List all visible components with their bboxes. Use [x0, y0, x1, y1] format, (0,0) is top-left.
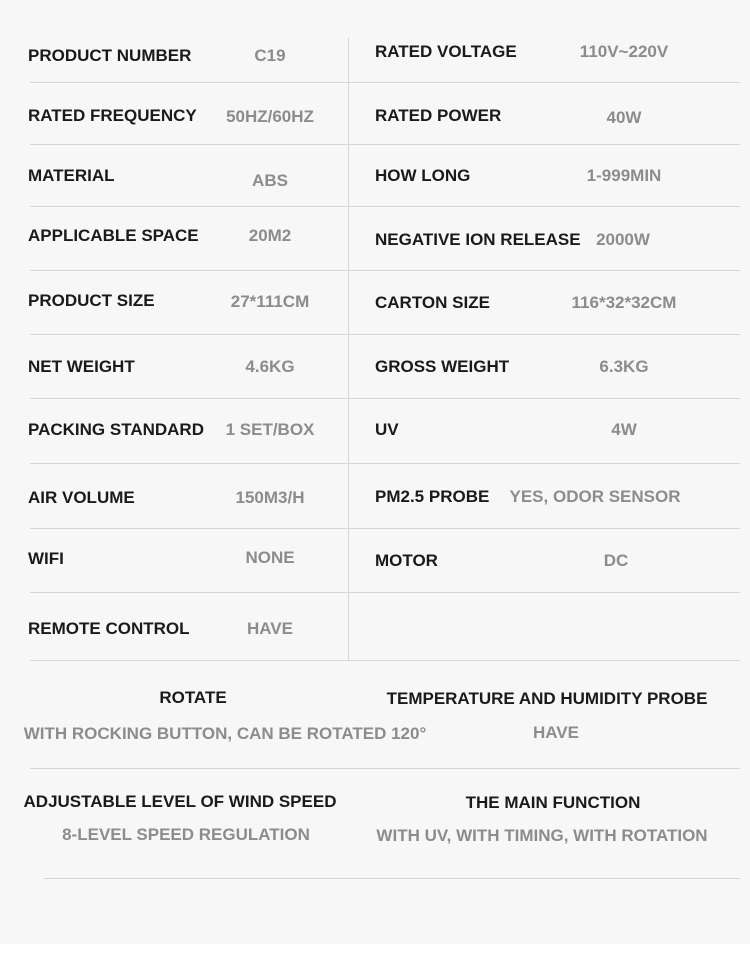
row-separator: [30, 528, 740, 529]
spec-label: GROSS WEIGHT: [375, 357, 510, 376]
row-separator: [30, 592, 740, 593]
spec-label: APPLICABLE SPACE: [28, 226, 199, 245]
spec-value: 27*111CM: [230, 292, 310, 311]
row-separator: [30, 82, 740, 83]
spec-value: 4.6KG: [245, 357, 295, 376]
spec-label: AIR VOLUME: [28, 488, 135, 507]
spec-label: PACKING STANDARD: [28, 420, 204, 439]
spec-value: NONE: [245, 548, 295, 567]
spec-label: WIFI: [28, 549, 64, 568]
spec-label: RATED FREQUENCY: [28, 106, 197, 125]
spec-label: NEGATIVE ION RELEASE: [375, 230, 581, 249]
row-separator: [30, 768, 740, 769]
feature-label: TEMPERATURE AND HUMIDITY PROBE: [386, 689, 708, 708]
spec-label: HOW LONG: [375, 166, 471, 185]
row-separator: [30, 398, 740, 399]
feature-value: 8-LEVEL SPEED REGULATION: [62, 825, 310, 844]
spec-value: HAVE: [247, 619, 293, 638]
spec-value: 110V~220V: [579, 42, 669, 61]
spec-value: YES, ODOR SENSOR: [509, 487, 681, 506]
spec-value: 1 SET/BOX: [225, 420, 315, 439]
spec-label: NET WEIGHT: [28, 357, 135, 376]
spec-value: DC: [603, 551, 629, 570]
spec-label: UV: [375, 420, 399, 439]
spec-label: PM2.5 PROBE: [375, 487, 490, 506]
feature-value: WITH UV, WITH TIMING, WITH ROTATION: [376, 826, 708, 845]
spec-label: PRODUCT SIZE: [28, 291, 155, 310]
feature-label: THE MAIN FUNCTION: [465, 793, 641, 812]
row-separator: [44, 878, 740, 879]
spec-value: 116*32*32CM: [571, 293, 677, 312]
spec-value: 6.3KG: [599, 357, 649, 376]
feature-value: HAVE: [533, 723, 579, 742]
spec-value: 2000W: [596, 230, 650, 249]
spec-label: PRODUCT NUMBER: [28, 46, 192, 65]
spec-value: 50HZ/60HZ: [226, 107, 314, 126]
bottom-margin: [0, 944, 750, 954]
column-divider: [348, 38, 349, 660]
feature-label: ADJUSTABLE LEVEL OF WIND SPEED: [23, 792, 337, 811]
row-separator: [30, 660, 740, 661]
spec-value: 150M3/H: [235, 488, 305, 507]
spec-value: ABS: [252, 171, 288, 190]
row-separator: [30, 144, 740, 145]
feature-value: WITH ROCKING BUTTON, CAN BE ROTATED 120°: [23, 724, 427, 743]
spec-label: MOTOR: [375, 551, 438, 570]
feature-label: ROTATE: [159, 688, 227, 707]
spec-value: 1-999MIN: [586, 166, 662, 185]
spec-value: 20M2: [248, 226, 292, 245]
spec-label: RATED POWER: [375, 106, 502, 125]
spec-label: MATERIAL: [28, 166, 115, 185]
spec-value: 40W: [606, 108, 642, 127]
spec-label: RATED VOLTAGE: [375, 42, 517, 61]
row-separator: [30, 463, 740, 464]
row-separator: [30, 270, 740, 271]
spec-label: CARTON SIZE: [375, 293, 490, 312]
spec-value: C19: [254, 46, 286, 65]
spec-value: 4W: [611, 420, 637, 439]
spec-label: REMOTE CONTROL: [28, 619, 190, 638]
row-separator: [30, 334, 740, 335]
row-separator: [30, 206, 740, 207]
